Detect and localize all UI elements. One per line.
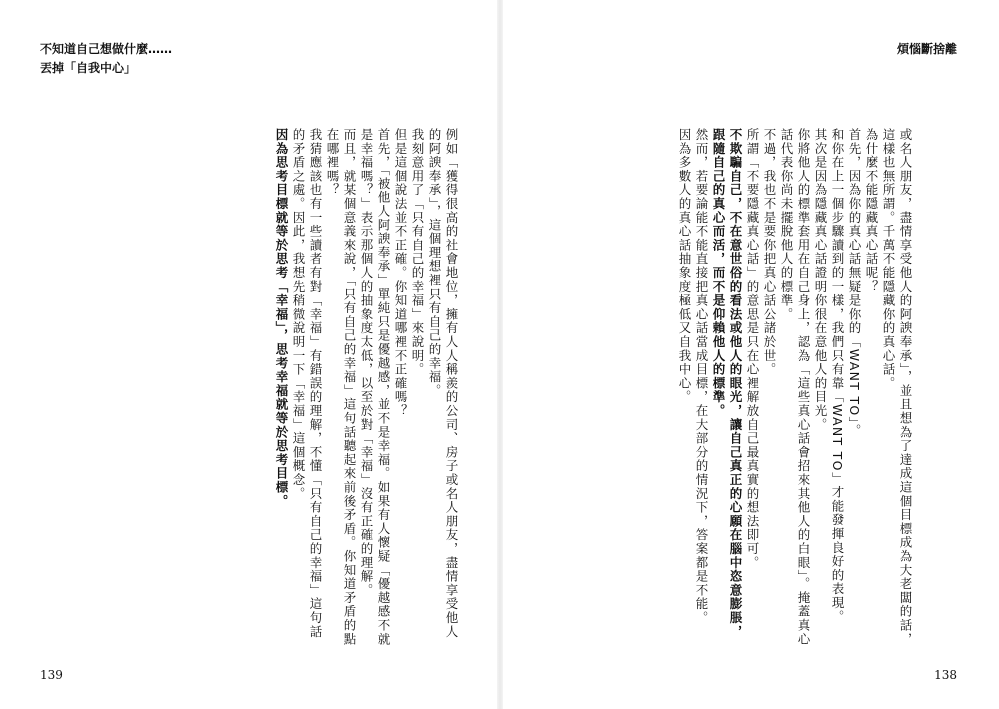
- left-page-body: [160, 128, 460, 648]
- paragraph-bold: 因為思考目標就等於思考「幸福」，思考幸福就等於思考目標。: [274, 128, 289, 509]
- chapter-title: 不知道自己想做什麼……: [40, 42, 173, 56]
- paragraph: 其次是因為隱藏真心話證明你很在意他人的目光。: [813, 128, 828, 432]
- page-number-left: 139: [40, 668, 63, 682]
- paragraph: 或名人朋友，盡情享受他人的阿諛奉承」，並且想為了達成這個目標成為大老闆的話，這樣也無所謂。千萬不能隱藏你的真心話。: [881, 128, 913, 647]
- paragraph: 然而，若要論能不能直接把真心話當成目標，在大部分的情況下，答案都是不能。: [694, 128, 709, 625]
- running-header-right: 煩惱斷捨離: [896, 42, 957, 56]
- running-header-left: [40, 40, 172, 78]
- right-page: [500, 0, 999, 709]
- paragraph: 我猜應該也有一些讀者有對「幸福」有錯誤的理解，不懂「只有自己的幸福」這句話的矛盾之處。因此，我想先稍微說明一下「幸福」這個概念。: [291, 128, 323, 639]
- section-title: 丟掉「自我中心」: [40, 61, 137, 75]
- paragraph: 首先，因為你的真心話無疑是你的「WANT TO」。: [847, 128, 862, 438]
- paragraph: 但是這個說法並不正確。你知道哪裡不正確嗎？: [393, 128, 408, 418]
- paragraph: 你將他人的標準套用在自己身上，認為「這些真心話會招來其他人的白眼」。掩蓋真心話代表你尚未擺脫他人的標準。: [779, 128, 811, 647]
- paragraph: 例如「獲得很高的社會地位，擁有人人稱羨的公司、房子或名人朋友，盡情享受他人的阿諛奉承」，這個理想裡只有自己的幸福。: [427, 128, 459, 639]
- paragraph: 為什麼不能隱藏真心話呢？: [864, 128, 879, 294]
- paragraph-bold: 不欺騙自己，不在意世俗的看法或他人的眼光，讓自己真正的心願在腦中恣意膨脹，跟隨自己的真心而活，而不是仰賴他人的標準。: [711, 128, 743, 639]
- page-number-right: 138: [934, 668, 957, 682]
- paragraph: 而且，就某個意義來說，「只有自己的幸福」這句話聽起來前後矛盾。你知道矛盾的點在哪裡嗎？: [325, 128, 357, 647]
- paragraph: 所謂「不要隱藏真心話」的意思是只在心裡解放自己最真實的想法即可。: [745, 128, 760, 570]
- paragraph: 不過，我也不是要你把真心話公諸於世。: [762, 128, 777, 377]
- right-page-body: [592, 128, 914, 648]
- paragraph: 首先，「被他人阿諛奉承」單純只是優越感，並不是幸福。如果有人懷疑「優越感不就是幸福嗎？」表示那個人的抽象度太低，以至於對「幸福」沒有正確的理解。: [359, 128, 391, 647]
- paragraph: 因為多數人的真心話抽象度極低又自我中心。: [677, 128, 692, 404]
- paragraph: 我刻意用了「只有自己的幸福」來說明。: [410, 128, 425, 377]
- paragraph: 和你在上一個步驟讀到的一樣，我們只有靠「WANT TO」才能發揮良好的表現。: [830, 128, 845, 624]
